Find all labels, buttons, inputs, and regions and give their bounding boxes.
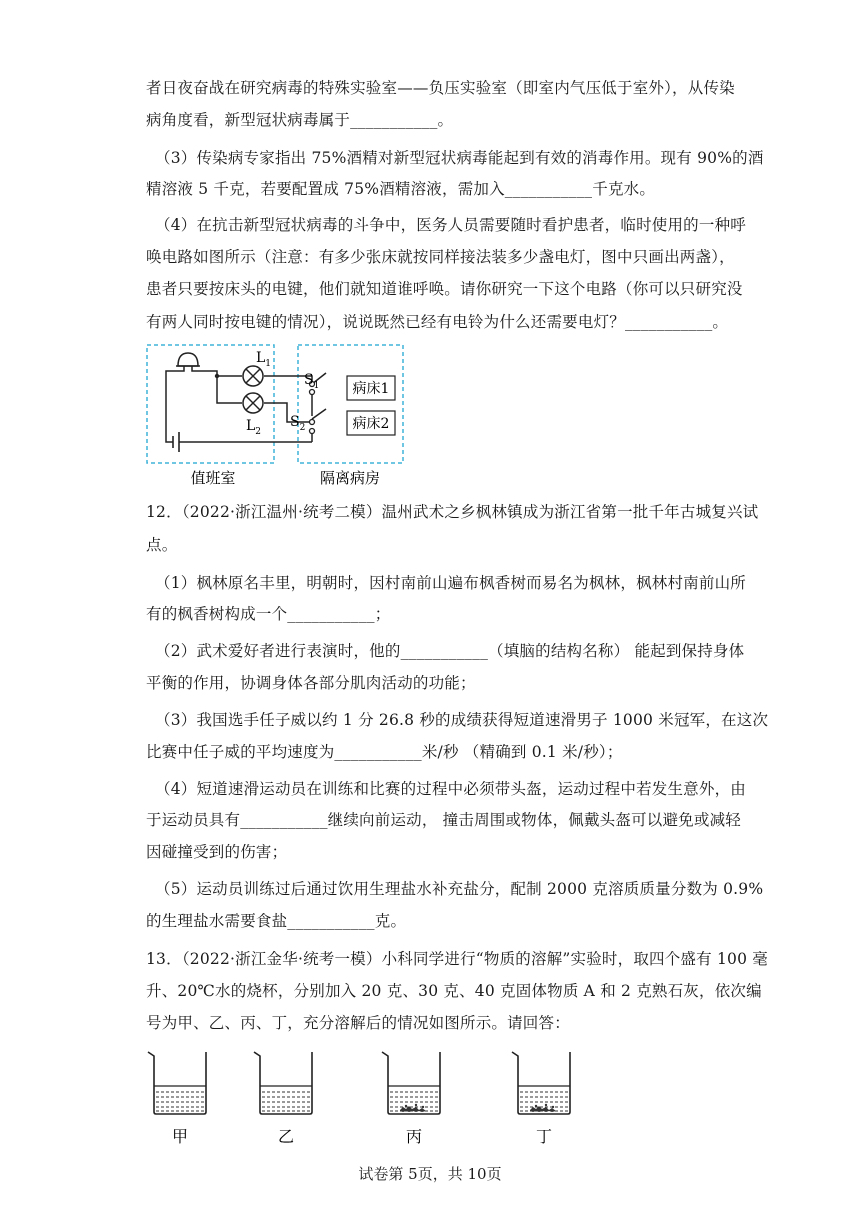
text-line: 平衡的作用，协调身体各部分肌肉活动的功能； [146,674,476,692]
beaker-bing [382,1052,440,1114]
text-line: 于运动员具有___________继续向前运动， 撞击周围或物体，佩戴头盔可以避免或减轻 [146,811,741,829]
calling-circuit-diagram [140,338,410,490]
lamp-l1-icon [243,366,263,386]
page-footer: 试卷第 5页，共 10页 [358,1165,502,1183]
ward-boundary [298,345,403,463]
text-line: 因碰撞受到的伤害； [146,843,288,861]
beaker-ding [512,1052,570,1114]
text-line: （3）我国选手任子威以约 1 分 26.8 秒的成绩获得短道速滑男子 1000 米冠军，在这次 [155,711,769,729]
lamp-l2-label: $L_2$ [246,418,262,437]
text-line: 升、20℃水的烧杯，分别加入 20 克、30 克、40 克固体物质 A 和 2 克熟石灰，依次编 [146,982,762,1000]
isolation-ward-label: 隔离病房 [319,469,381,487]
text-line: （1）枫林原名丰里，明朝时，因村南前山遍布枫香树而易名为枫林，枫林村南前山所 [155,574,746,592]
text-line: （3）传染病专家指出 75%酒精对新型冠状病毒能起到有效的消毒作用。现有 90%的酒 [155,149,764,167]
lamp-l2-icon [243,393,263,413]
duty-room-label: 值班室 [190,469,236,487]
beakers-diagram [140,1046,580,1150]
beaker-label: 丁 [535,1127,553,1146]
bed1-label: 病床1 [352,381,390,397]
beaker-yi [254,1052,312,1114]
text-line: 比赛中任子威的平均速度为___________米/秒 （精确到 0.1 米/秒）； [146,743,623,761]
text-line: （2）武术爱好者进行表演时，他的___________（填脑的结构名称） 能起到保持身体 [155,642,745,660]
text-line: 者日夜奋战在研究病毒的特殊实验室——负压实验室（即室内气压低于室外），从传染 [146,79,735,97]
text-line: 13．（2022·浙江金华·统考一模）小科同学进行“物质的溶解”实验时，取四个盛有 100 毫 [146,950,768,968]
text-line: 精溶液 5 千克，若要配置成 75%酒精溶液，需加入___________千克水。 [146,180,656,198]
text-line: 号为甲、乙、丙、丁，充分溶解后的情况如图所示。请回答： [146,1014,570,1032]
lamp-l1-label: $L_1$ [256,350,272,369]
beaker-label: 乙 [277,1127,295,1146]
beaker-label: 丙 [405,1127,423,1146]
text-line: 患者只要按床头的电键，他们就知道谁呼唤。请你研究一下这个电路（你可以只研究没 [146,280,743,298]
text-line: 有的枫香树构成一个___________； [146,605,391,623]
text-line: （4）短道速滑运动员在训练和比赛的过程中必须带头盔，运动过程中若发生意外，由 [155,780,746,798]
text-line: 点。 [146,536,178,554]
text-line: 有两人同时按电键的情况），说说既然已经有电铃为什么还需要电灯？___________。 [146,313,729,331]
text-line: 病角度看，新型冠状病毒属于___________。 [146,111,454,129]
text-line: 的生理盐水需要食盐___________克。 [146,912,407,930]
switch-s1-label: $S_1$ [304,372,320,391]
text-line: 12．（2022·浙江温州·统考二模）温州武术之乡枫林镇成为浙江省第一批千年古城复兴试 [146,503,759,521]
beaker-jia [148,1052,206,1114]
switch-s2-label: $S_2$ [290,414,306,433]
text-line: 唤电路如图所示（注意：有多少张床就按同样接法装多少盏电灯，图中只画出两盏）， [146,248,735,266]
bed2-label: 病床2 [352,416,390,432]
bell-icon [176,353,200,366]
text-line: （5）运动员训练过后通过饮用生理盐水补充盐分，配制 2000 克溶质质量分数为 0.9% [155,880,764,898]
text-line: （4）在抗击新型冠状病毒的斗争中，医务人员需要随时看护患者，临时使用的一种呼 [155,216,746,234]
beaker-label: 甲 [171,1127,189,1146]
